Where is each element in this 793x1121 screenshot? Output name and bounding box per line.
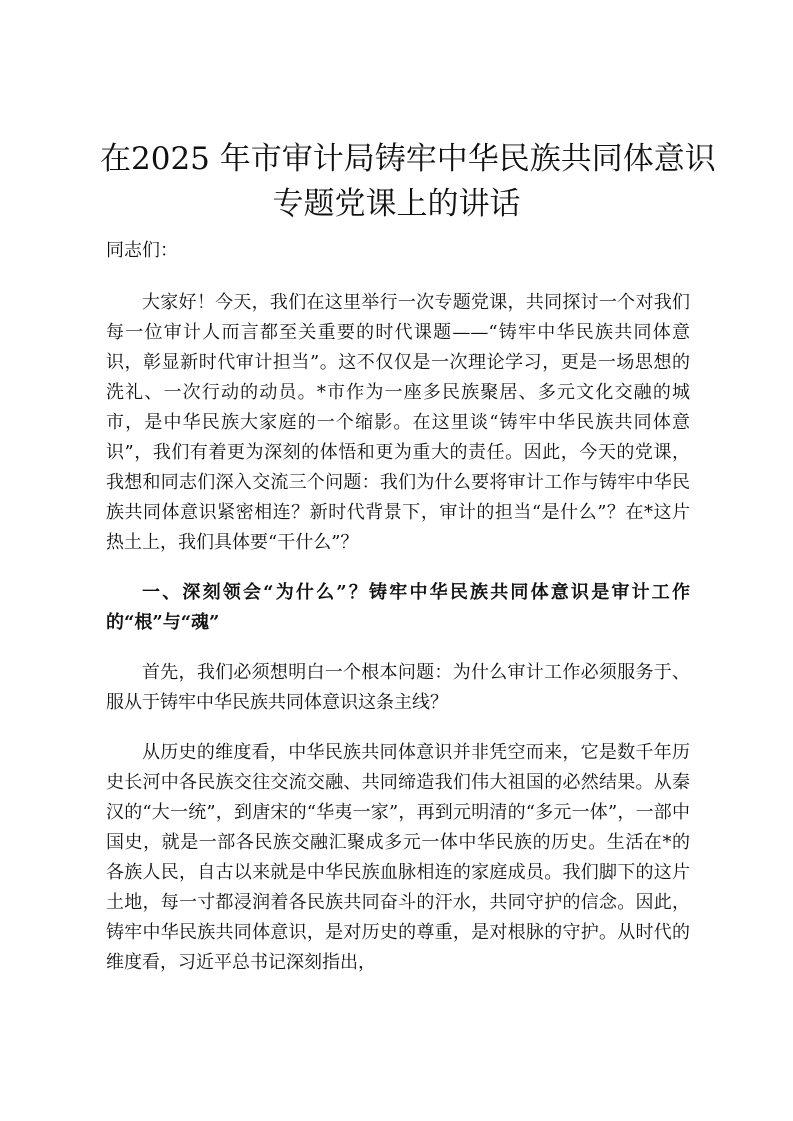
salutation: 同志们： [106,240,178,261]
document-body [106,236,690,998]
section-heading-1: 一、深刻领会“为什么”？铸牢中华民族共同体意识是审计工作的“根”与“魂” [106,582,690,633]
title-line-1: 在2025 年市审计局铸牢中华民族共同体意识 [100,141,716,177]
paragraph-intro: 大家好！今天，我们在这里举行一次专题党课，共同探讨一个对我们每一位审计人而言都至关重要的时代课题——“铸牢中华民族共同体意识，彰显新时代审计担当”。这不仅仅是一次理论学习，更是一场思想的洗礼、一次行动的动员。*市作为一座多民族聚居、多元文化交融的城市，是中华民族大家庭的一个缩影。在这里谈“铸牢中华民族共同体意识”，我们有着更为深刻的体悟和更为重大的责任。因此，今天的党课，我想和同志们深入交流三个问题：我们为什么要将审计工作与铸牢中华民族共同体意识紧密相连？新时代背景下，审计的担当“是什么”？在*这片热土上，我们具体要“干什么”？ [106,292,690,553]
paragraph-question: 首先，我们必须想明白一个根本问题：为什么审计工作必须服务于、服从于铸牢中华民族共同体意识这条主线？ [106,662,690,713]
document-title [100,137,716,227]
title-line-2: 专题党课上的讲话 [272,186,521,222]
paragraph-history: 从历史的维度看，中华民族共同体意识并非凭空而来，它是数千年历史长河中各民族交往交流交融、共同缔造我们伟大祖国的必然结果。从秦汉的“大一统”，到唐宋的“华夷一家”，再到元明清的“多元一体”，一部中国史，就是一部各民族交融汇聚成多元一体中华民族的历史。生活在*的各族人民，自古以来就是中华民族血脉相连的家庭成员。我们脚下的这片土地，每一寸都浸润着各民族共同奋斗的汗水，共同守护的信念。因此，铸牢中华民族共同体意识，是对历史的尊重，是对根脉的守护。从时代的维度看，习近平总书记深刻指出， [106,742,690,973]
